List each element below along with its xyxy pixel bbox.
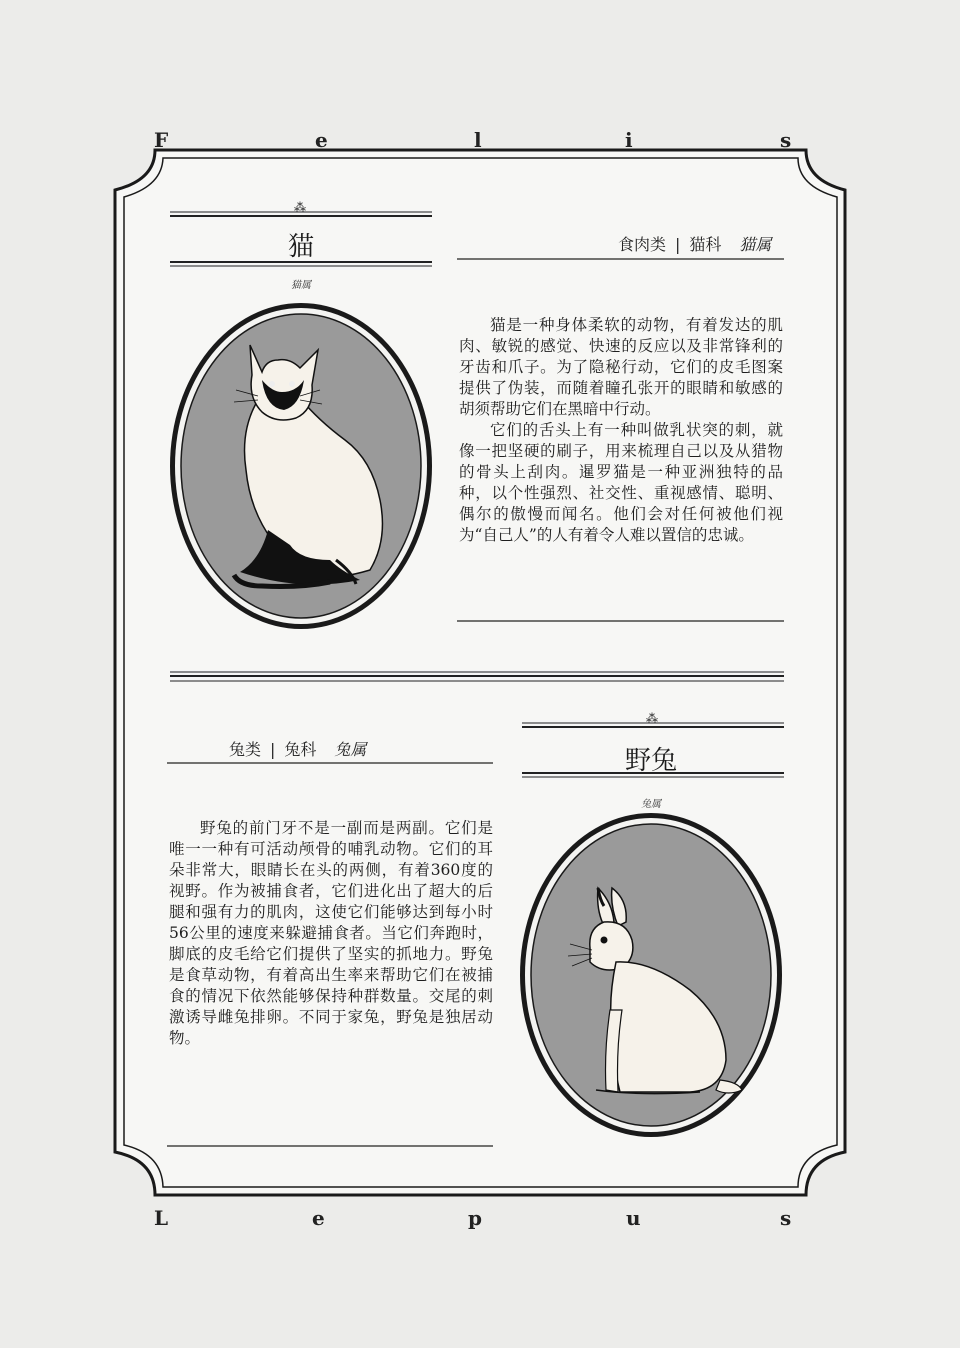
cat-title: 猫 <box>287 232 314 262</box>
svg-text:⁂: ⁂ <box>646 711 658 725</box>
footer-letter-5: s <box>780 1206 792 1230</box>
footer-letter-3: p <box>468 1206 482 1230</box>
cat-order: 食肉类 <box>618 235 667 254</box>
cat-description <box>459 315 783 546</box>
header-letter-1: F <box>154 128 169 152</box>
hare-genus-caption: 兔属 <box>641 799 661 810</box>
header-letter-3: l <box>474 128 482 152</box>
hare-genus: 兔属 <box>334 740 367 759</box>
hare-family: 兔科 <box>284 740 317 759</box>
hare-taxonomy: 兔类 | 兔科 兔属 <box>229 737 366 760</box>
header-letter-4: i <box>625 128 633 152</box>
cat-genus: 猫属 <box>739 235 772 254</box>
cat-taxonomy: 食肉类 | 猫科 猫属 <box>618 232 771 255</box>
hare-order: 兔类 <box>229 740 262 759</box>
svg-text:⁂: ⁂ <box>294 200 306 214</box>
footer-letter-2: e <box>312 1206 325 1230</box>
hare-description <box>169 818 493 1049</box>
hare-illustration <box>520 813 782 1137</box>
cat-paragraph: 它们的舌头上有一种叫做乳状突的刺，就像一把坚硬的刷子，用来梳理自己以及从猎物的骨头上刮肉。暹罗猫是一种亚洲独特的品种，以个性强烈、社交性、重视感情、聪明、偶尔的傲慢而闻名。他们会对任何被他们视为“自己人”的人有着令人难以置信的忠诚。 <box>459 421 783 544</box>
footer-letter-4: u <box>626 1206 641 1230</box>
footer-letter-1: L <box>154 1206 169 1230</box>
header-letter-2: e <box>315 128 328 152</box>
header-letter-5: s <box>780 128 792 152</box>
cat-genus-caption: 猫属 <box>291 280 311 291</box>
cat-paragraph: 猫是一种身体柔软的动物，有着发达的肌肉、敏锐的感觉、快速的反应以及非常锋利的牙齿和爪子。为了隐秘行动，它们的皮毛图案提供了伪装，而随着瞳孔张开的眼睛和敏感的胡须帮助它们在黑暗中行动。 <box>459 316 783 418</box>
cat-illustration <box>170 303 432 629</box>
cat-family: 猫科 <box>689 235 722 254</box>
hare-title: 野兔 <box>624 746 677 776</box>
hare-paragraph: 野兔的前门牙不是一副而是两副。它们是唯一一种有可活动颅骨的哺乳动物。它们的耳朵非常大，眼睛长在头的两侧，有着360度的视野。作为被捕食者，它们进化出了超大的后腿和强有力的肌肉，这使它们能够达到每小时56公里的速度来躲避捕食者。当它们奔跑时，脚底的皮毛给它们提供了坚实的抓地力。野兔是食草动物，有着高出生率来帮助它们在被捕食的情况下依然能够保持种群数量。交尾的刺激诱导雌兔排卵。不同于家兔，野兔是独居动物。 <box>169 819 493 1047</box>
